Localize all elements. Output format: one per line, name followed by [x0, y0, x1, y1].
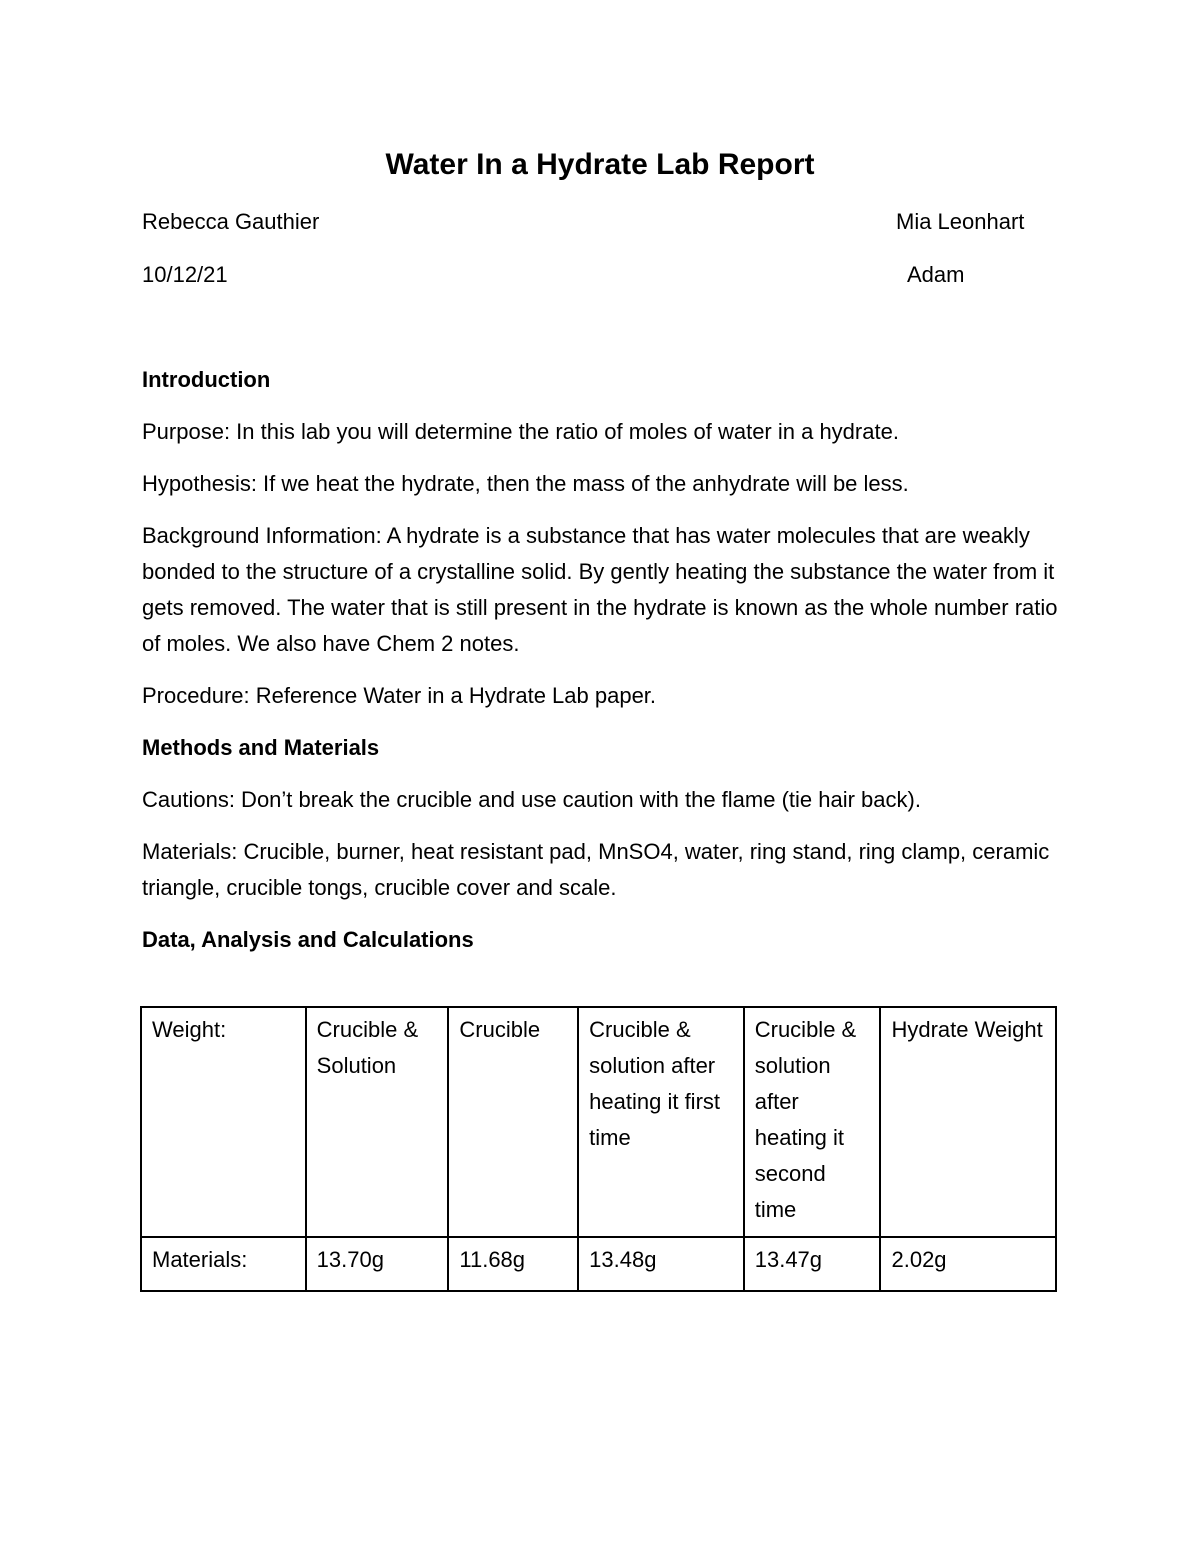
table-header-cell: Crucible & solution after heating it first time	[578, 1007, 744, 1237]
background-paragraph: Background Information: A hydrate is a substance that has water molecules that are weakly bonded to the structure of a crystalline solid. By gently heating the substance the water from it gets removed. The water that is still present in the hydrate is known as the whole number ratio of moles. We also have Chem 2 notes.	[142, 523, 1058, 656]
table-header-cell: Weight:	[141, 1007, 306, 1237]
table-header-cell: Hydrate Weight	[880, 1007, 1056, 1237]
author-name: Rebecca Gauthier	[142, 209, 320, 234]
document-title: Water In a Hydrate Lab Report	[385, 148, 815, 181]
table-row	[141, 1237, 1056, 1291]
introduction-heading: Introduction	[142, 367, 271, 392]
table-cell: 11.68g	[448, 1237, 578, 1291]
table-cell: Materials:	[141, 1237, 306, 1291]
partner-name-2: Adam	[907, 262, 965, 287]
table-cell: 13.48g	[578, 1237, 744, 1291]
methods-heading: Methods and Materials	[142, 735, 380, 760]
cautions-paragraph: Cautions: Don’t break the crucible and use caution with the flame (tie hair back).	[142, 787, 921, 812]
data-table	[140, 1006, 1057, 1292]
hypothesis-paragraph: Hypothesis: If we heat the hydrate, then the mass of the anhydrate will be less.	[142, 471, 909, 496]
table-header-cell: Crucible & solution after heating it second time	[744, 1007, 881, 1237]
materials-paragraph: Materials: Crucible, burner, heat resistant pad, MnSO4, water, ring stand, ring clamp, ceramic triangle, crucible tongs, crucible cover and scale.	[142, 839, 1050, 900]
procedure-paragraph: Procedure: Reference Water in a Hydrate Lab paper.	[142, 683, 657, 708]
table-cell: 13.47g	[744, 1237, 881, 1291]
table-header-cell: Crucible	[448, 1007, 578, 1237]
table-cell: 13.70g	[306, 1237, 449, 1291]
table-header-cell: Crucible & Solution	[306, 1007, 449, 1237]
partner-name-1: Mia Leonhart	[896, 209, 1025, 234]
report-date: 10/12/21	[142, 262, 228, 287]
table-cell: 2.02g	[880, 1237, 1056, 1291]
table-header-row	[141, 1007, 1056, 1237]
data-heading: Data, Analysis and Calculations	[142, 927, 474, 952]
purpose-paragraph: Purpose: In this lab you will determine the ratio of moles of water in a hydrate.	[142, 419, 899, 444]
report-body	[142, 362, 1062, 974]
